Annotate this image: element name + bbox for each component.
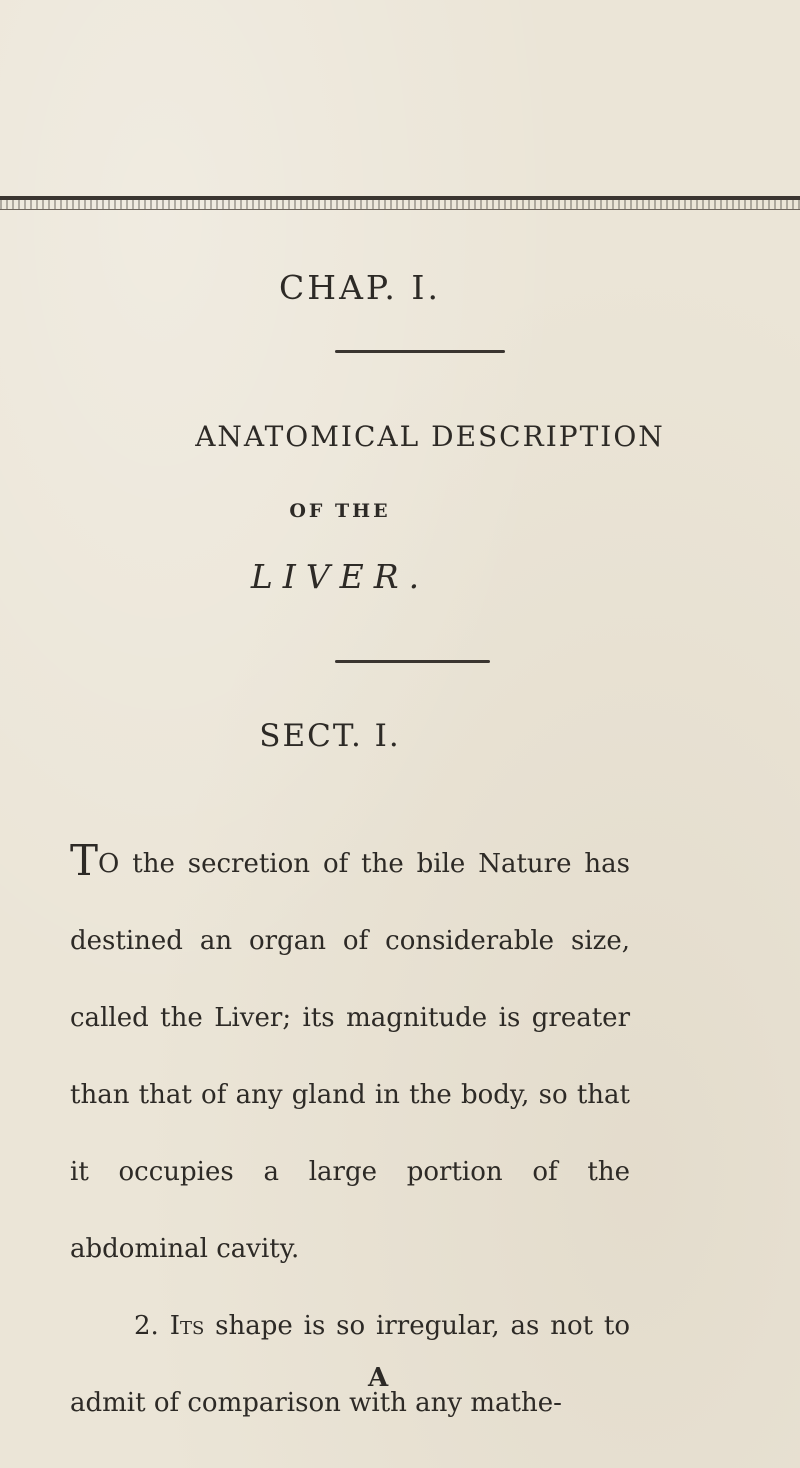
section-number: SECT. I. <box>259 718 401 754</box>
ornamental-rule <box>335 350 505 353</box>
section-heading-subject: LIVER. <box>250 557 430 596</box>
section-heading-title: ANATOMICAL DESCRIPTION <box>195 420 665 453</box>
paragraph-2-text: shape is so irregular, as not to admit of comparison with any mathe- <box>70 1311 631 1418</box>
chapter-title: CHAP. I. <box>279 268 441 307</box>
drop-cap: T <box>70 836 99 885</box>
signature-mark: A <box>368 1363 389 1393</box>
paragraph-1 <box>70 826 630 1288</box>
paragraph-2-lead: Its <box>169 1311 205 1341</box>
paragraph-1-text: O the secretion of the bile Nature has destined an organ of considerable size, called the Liver; its magnitude is greater than that of any gland in the body, so that it occupies a large portion of the abdominal cavity. <box>70 849 630 1264</box>
section-heading-of-the: OF THE <box>289 500 391 522</box>
top-border-rule <box>0 196 800 210</box>
body-text <box>70 826 630 1442</box>
paragraph-2-number: 2. <box>134 1311 159 1341</box>
paragraph-2 <box>70 1288 630 1442</box>
ornamental-rule <box>335 660 490 663</box>
